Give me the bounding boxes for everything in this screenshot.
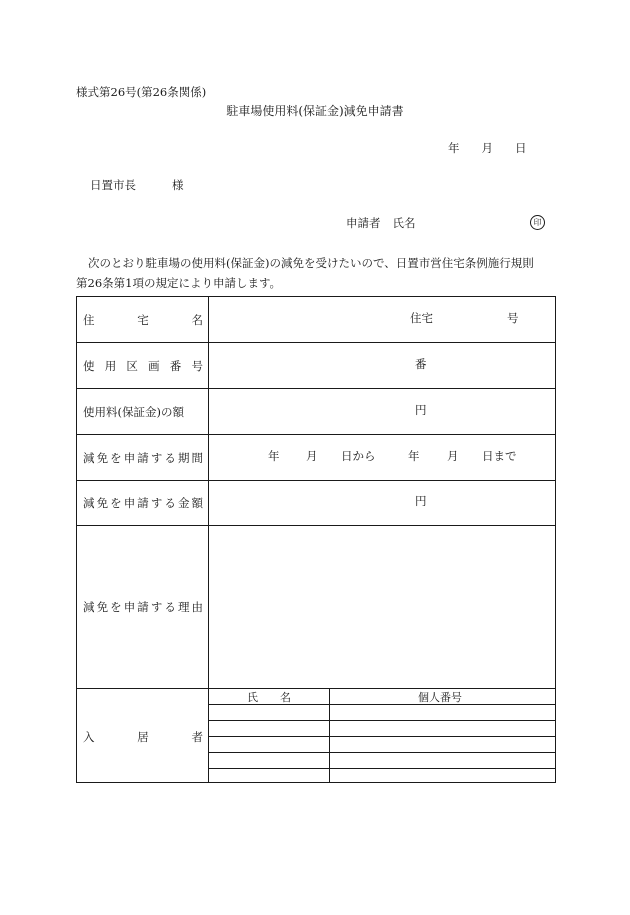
applicant-role: 申請者 [346, 216, 381, 230]
form-title: 駐車場使用料(保証金)減免申請書 [226, 104, 404, 118]
date-month[interactable]: 月 [481, 141, 493, 155]
label-fee-amount: 使用料(保証金)の額 [83, 405, 184, 419]
residents-row-divider [208, 720, 555, 721]
seal-mark: 印 [530, 215, 545, 230]
date-line [448, 143, 527, 155]
residents-row-divider [208, 704, 555, 705]
exemption-amount-suffix[interactable]: 円 [415, 494, 427, 508]
addressee [90, 180, 184, 192]
period-start-year[interactable]: 年 [268, 449, 280, 463]
label-exemption-reason: 減 免 を 申 請 す る 理 由 [83, 600, 203, 614]
parking-number-suffix[interactable]: 番 [415, 357, 427, 371]
period-start-month[interactable]: 月 [306, 449, 318, 463]
date-day[interactable]: 日 [515, 141, 527, 155]
housing-suffix[interactable]: 住宅 [410, 311, 433, 325]
residents-row-divider [208, 752, 555, 753]
residents-row-divider [208, 768, 555, 769]
row-divider [77, 480, 555, 481]
row-divider [77, 388, 555, 389]
period-start-day[interactable]: 日から [341, 449, 376, 463]
period-end-month[interactable]: 月 [447, 449, 459, 463]
residents-row-divider [208, 736, 555, 737]
form-number: 様式第26号(第26条関係) [76, 85, 207, 99]
row-divider [77, 342, 555, 343]
intro-line-2: 第26条第1項の規定により申請します。 [76, 276, 282, 290]
period-end-year[interactable]: 年 [408, 449, 420, 463]
residents-col-name: 氏 名 [247, 691, 291, 704]
unit-suffix[interactable]: 号 [507, 311, 519, 325]
row-divider [77, 688, 555, 689]
label-residents: 入 居 者 [83, 730, 203, 744]
residents-col-number: 個人番号 [418, 691, 462, 704]
applicant-line [346, 218, 416, 230]
label-parking-number: 使 用 区 画 番 号 [83, 359, 203, 373]
label-exemption-amount: 減 免 を 申 請 す る 金 額 [83, 496, 203, 510]
label-exemption-period: 減 免 を 申 請 す る 期 間 [83, 451, 203, 465]
row-divider [77, 434, 555, 435]
applicant-name-label: 氏名 [392, 216, 416, 230]
fee-amount-suffix[interactable]: 円 [415, 403, 427, 417]
period-end-day[interactable]: 日まで [482, 449, 517, 463]
intro-line-1: 次のとおり駐車場の使用料(保証金)の減免を受けたいので、日置市営住宅条例施行規則 [88, 256, 534, 270]
intro-text [76, 253, 558, 293]
application-table [76, 296, 556, 783]
reason-input-area[interactable] [209, 526, 555, 688]
label-housing-name: 住 宅 名 [83, 313, 203, 327]
addressee-name: 日置市長 [90, 178, 136, 192]
addressee-honorific: 様 [172, 178, 184, 192]
date-year[interactable]: 年 [448, 141, 460, 155]
